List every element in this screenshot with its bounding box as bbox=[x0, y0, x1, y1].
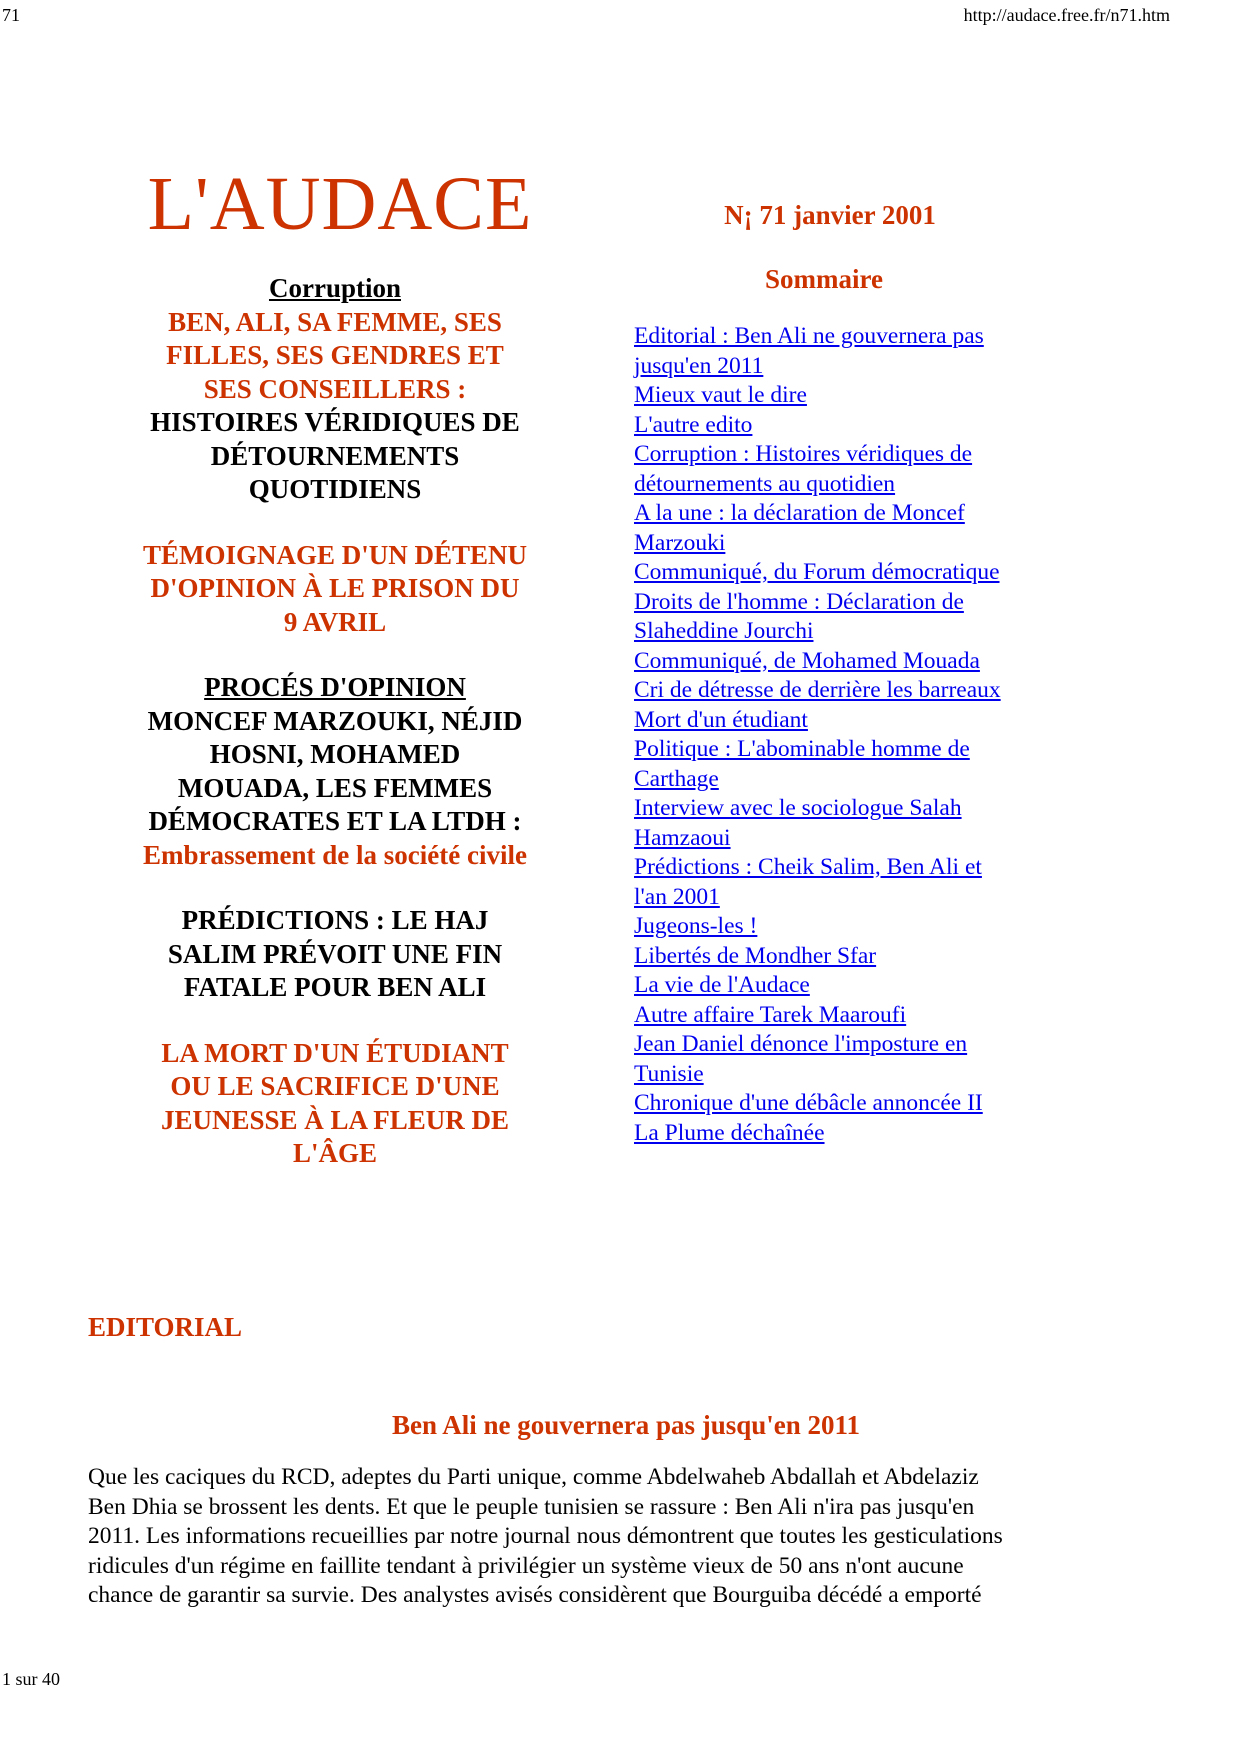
headline-line: JEUNESSE À LA FLEUR DE bbox=[160, 1104, 510, 1135]
toc-link[interactable]: Droits de l'homme : Déclaration de bbox=[634, 588, 964, 615]
article-line: Ben Dhia se brossent les dents. Et que le peuple tunisien se rassure : Ben Ali n'ira pas jusqu'en bbox=[88, 1493, 975, 1520]
toc-link[interactable]: Interview avec le sociologue Salah bbox=[634, 795, 962, 821]
headline-line: DÉTOURNEMENTS bbox=[210, 440, 460, 471]
headlines-column bbox=[122, 272, 548, 1203]
sommaire-list bbox=[634, 322, 1054, 1148]
toc-link[interactable]: Marzouki bbox=[634, 529, 726, 556]
sommaire-column bbox=[634, 262, 1054, 1148]
toc-link[interactable]: Tunisie bbox=[634, 1060, 704, 1087]
toc-link[interactable]: Jean Daniel dénonce l'imposture en bbox=[634, 1031, 968, 1057]
toc-link[interactable]: l'an 2001 bbox=[634, 883, 720, 910]
headline-line: BEN, ALI, SA FEMME, SES bbox=[168, 306, 502, 337]
toc-link[interactable]: Jugeons-les ! bbox=[634, 913, 758, 939]
page-number: 71 bbox=[2, 5, 20, 25]
headline-line: PRÉDICTIONS : LE HAJ bbox=[181, 905, 489, 935]
headline-line: OU LE SACRIFICE D'UNE bbox=[170, 1071, 500, 1101]
toc-link[interactable]: Editorial : Ben Ali ne gouvernera pas bbox=[634, 323, 984, 349]
headline-line: MOUADA, LES FEMMES bbox=[177, 772, 493, 803]
toc-link[interactable]: Communiqué, du Forum démocratique bbox=[634, 559, 1000, 585]
article-body bbox=[88, 1463, 1088, 1611]
article-line: Que les caciques du RCD, adeptes du Parti unique, comme Abdelwaheb Abdallah et Abdelaziz bbox=[88, 1464, 979, 1490]
toc-link[interactable]: détournements au quotidien bbox=[634, 470, 896, 497]
article-line: chance de garantir sa survie. Des analystes avisés considèrent que Bourguiba décédé a emporté bbox=[88, 1582, 982, 1608]
headline-line: QUOTIDIENS bbox=[248, 474, 422, 504]
toc-link[interactable]: Chronique d'une débâcle annoncée II bbox=[634, 1090, 983, 1116]
headline-corruption bbox=[122, 272, 548, 507]
headline-kicker: Corruption bbox=[268, 273, 401, 303]
headline-line: SES CONSEILLERS : bbox=[203, 373, 467, 404]
headline-predictions bbox=[122, 904, 548, 1005]
toc-link[interactable]: Politique : L'abominable homme de bbox=[634, 736, 970, 762]
headline-line: Embrassement de la société civile bbox=[143, 839, 527, 870]
headline-line: DÉMOCRATES ET LA LTDH : bbox=[148, 806, 522, 836]
toc-link[interactable]: Communiqué, de Mohamed Mouada bbox=[634, 647, 980, 674]
headline-line: L'ÂGE bbox=[292, 1138, 378, 1168]
toc-link[interactable]: L'autre edito bbox=[634, 411, 753, 438]
article-line: 2011. Les informations recueillies par notre journal nous démontrent que toutes les gesticulations bbox=[88, 1523, 1003, 1549]
headline-line: FATALE POUR BEN ALI bbox=[183, 972, 487, 1002]
article-title: Ben Ali ne gouvernera pas jusqu'en 2011 bbox=[391, 1410, 861, 1440]
toc-link[interactable]: Carthage bbox=[634, 765, 719, 792]
headline-line: TÉMOIGNAGE D'UN DÉTENU bbox=[142, 539, 528, 570]
headline-line: MONCEF MARZOUKI, NÉJID bbox=[147, 705, 523, 736]
toc-link[interactable]: jusqu'en 2011 bbox=[634, 352, 764, 379]
section-title-editorial: EDITORIAL bbox=[88, 1312, 243, 1342]
article-line: ridicules d'un régime en faillite tendant à privilégier un système vieux de 50 ans n'ont aucune bbox=[88, 1552, 964, 1579]
sommaire-title: Sommaire bbox=[765, 264, 883, 294]
toc-link[interactable]: Autre affaire Tarek Maaroufi bbox=[634, 1001, 907, 1028]
headline-mort-etudiant bbox=[122, 1037, 548, 1171]
headline-line: SALIM PRÉVOIT UNE FIN bbox=[167, 938, 503, 969]
toc-link[interactable]: Libertés de Mondher Sfar bbox=[634, 942, 877, 969]
toc-link[interactable]: La vie de l'Audace bbox=[634, 972, 810, 998]
headline-proces bbox=[122, 671, 548, 872]
page-url: http://audace.free.fr/n71.htm bbox=[963, 5, 1170, 25]
toc-link[interactable]: Mieux vaut le dire bbox=[634, 382, 807, 408]
toc-link[interactable]: Hamzaoui bbox=[634, 824, 731, 851]
headline-line: HOSNI, MOHAMED bbox=[209, 739, 461, 769]
headline-line: HISTOIRES VÉRIDIQUES DE bbox=[150, 407, 520, 437]
headline-line: D'OPINION À LE PRISON DU bbox=[150, 573, 520, 603]
toc-link[interactable]: Corruption : Histoires véridiques de bbox=[634, 441, 973, 467]
toc-link[interactable]: Slaheddine Jourchi bbox=[634, 618, 814, 644]
headline-temoignage bbox=[122, 539, 548, 640]
toc-link[interactable]: Cri de détresse de derrière les barreaux bbox=[634, 677, 1001, 703]
toc-link[interactable]: A la une : la déclaration de Moncef bbox=[634, 500, 965, 526]
masthead-title: L'AUDACE bbox=[147, 162, 533, 246]
toc-link[interactable]: Mort d'un étudiant bbox=[634, 706, 808, 733]
headline-line: LA MORT D'UN ÉTUDIANT bbox=[161, 1037, 509, 1068]
headline-line: 9 AVRIL bbox=[283, 606, 387, 637]
page-pagination: 1 sur 40 bbox=[2, 1669, 60, 1689]
toc-link[interactable]: La Plume déchaînée bbox=[634, 1119, 825, 1146]
headline-kicker: PROCÉS D'OPINION bbox=[204, 672, 466, 702]
issue-date: N¡ 71 janvier 2001 bbox=[724, 200, 936, 230]
headline-line: FILLES, SES GENDRES ET bbox=[166, 340, 504, 370]
toc-link[interactable]: Prédictions : Cheik Salim, Ben Ali et bbox=[634, 854, 982, 880]
